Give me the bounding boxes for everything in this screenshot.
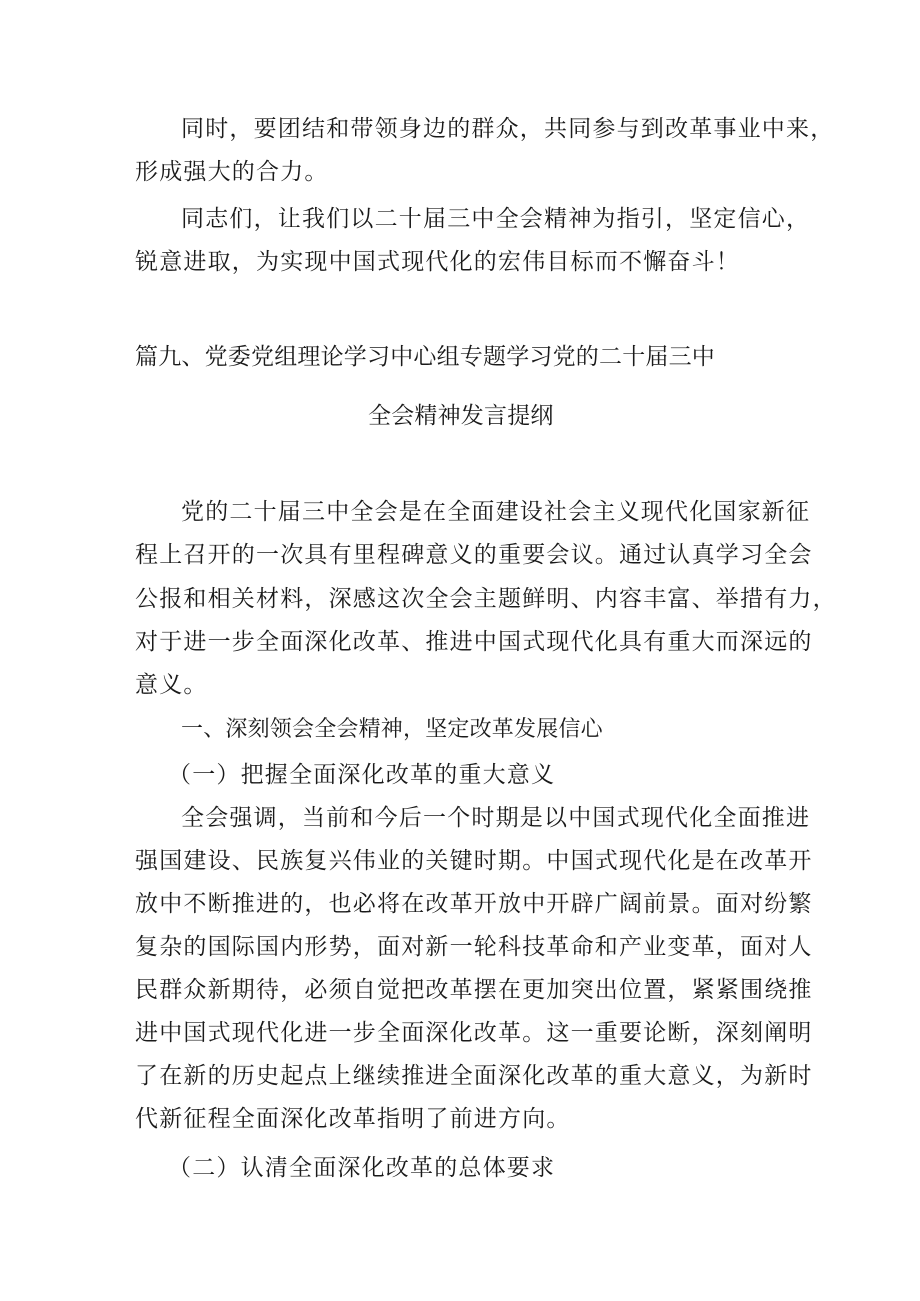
- article-title-line-1: 篇九、党委党组理论学习中心组专题学习党的二十届三中: [135, 344, 715, 370]
- section-1-heading: 一、深刻领会全会精神，坚定改革发展信心: [181, 717, 603, 742]
- subsection-1-heading: （一）把握全面深化改革的重大意义: [168, 762, 556, 788]
- intro-paragraph-2-line-2: 锐意进取，为实现中国式现代化的宏伟目标而不懈奋斗！: [135, 249, 740, 275]
- subsection-1-line-8: 代新征程全面深化改革指明了前进方向。: [135, 1106, 571, 1132]
- intro-paragraph-1-line-1: 同时，要团结和带领身边的群众，共同参与到改革事业中来，: [181, 116, 835, 142]
- opening-line-5: 意义。: [135, 672, 208, 698]
- article-title-line-2: 全会精神发言提纲: [368, 403, 554, 429]
- subsection-1-line-6: 进中国式现代化进一步全面深化改革。这一重要论断，深刻阐明: [135, 1020, 813, 1046]
- subsection-1-line-4: 复杂的国际国内形势，面对新一轮科技革命和产业变革，面对人: [135, 934, 813, 960]
- subsection-1-line-5: 民群众新期待，必须自觉把改革摆在更加突出位置，紧紧围绕推: [135, 977, 813, 1003]
- subsection-1-line-2: 强国建设、民族复兴伟业的关键时期。中国式现代化是在改革开: [135, 848, 813, 874]
- opening-line-4: 对于进一步全面深化改革、推进中国式现代化具有重大而深远的: [135, 629, 813, 655]
- opening-line-3: 公报和相关材料，深感这次全会主题鲜明、内容丰富、举措有力，: [135, 586, 837, 612]
- subsection-2-heading: （二）认清全面深化改革的总体要求: [168, 1155, 556, 1181]
- intro-paragraph-2-line-1: 同志们，让我们以二十届三中全会精神为指引，坚定信心，: [181, 206, 811, 232]
- subsection-1-line-1: 全会强调，当前和今后一个时期是以中国式现代化全面推进: [181, 805, 811, 831]
- subsection-1-line-3: 放中不断推进的，也必将在改革开放中开辟广阔前景。面对纷繁: [135, 891, 813, 917]
- opening-line-2: 程上召开的一次具有里程碑意义的重要会议。通过认真学习全会: [135, 542, 813, 568]
- intro-paragraph-1-line-2: 形成强大的合力。: [135, 159, 329, 185]
- subsection-1-line-7: 了在新的历史起点上继续推进全面深化改革的重大意义，为新时: [135, 1063, 813, 1089]
- opening-line-1: 党的二十届三中全会是在全面建设社会主义现代化国家新征: [181, 499, 811, 525]
